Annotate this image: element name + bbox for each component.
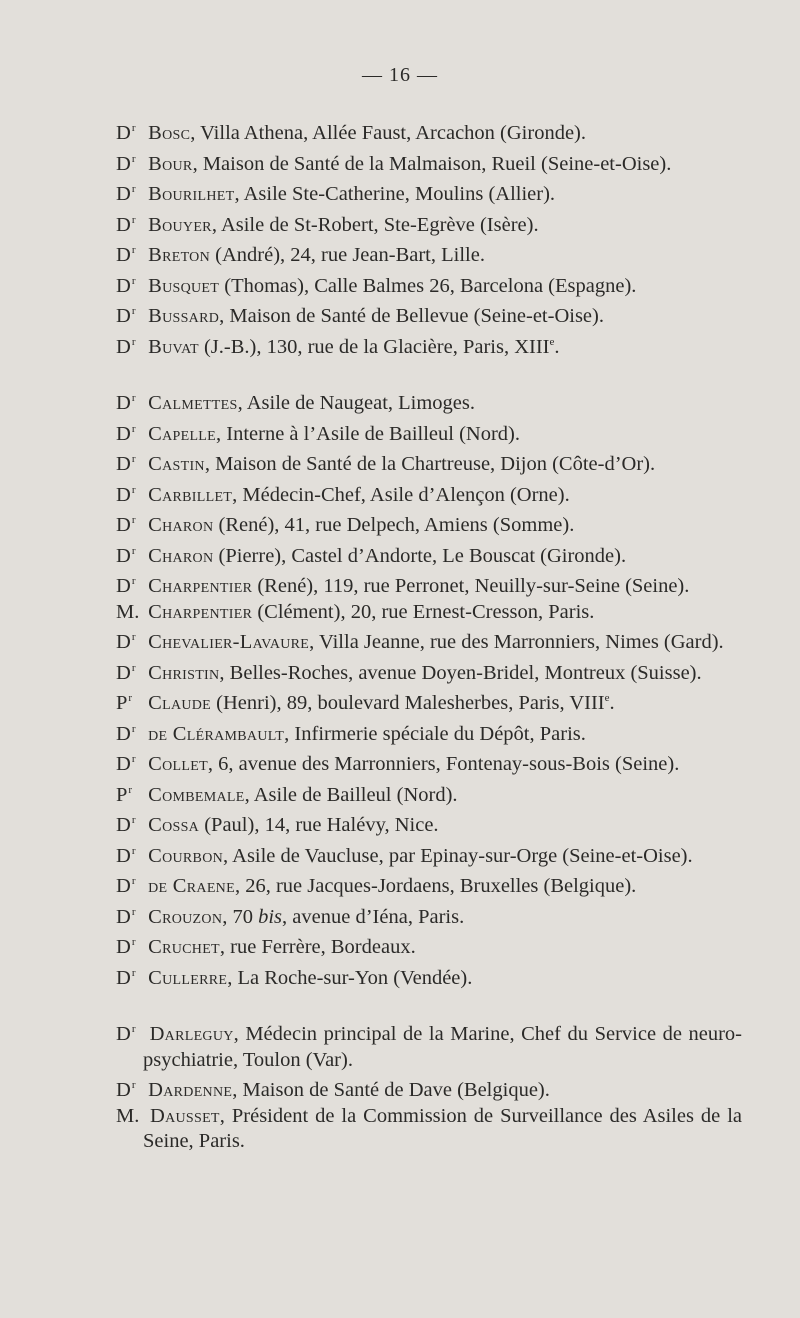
directory-entry xyxy=(116,961,742,992)
entry-title-prefix: D xyxy=(116,966,131,989)
entry-title-prefix: D xyxy=(116,422,131,445)
directory-entry xyxy=(116,569,742,600)
entry-title xyxy=(116,656,143,687)
entry-title-superscript: r xyxy=(131,244,136,256)
directory-entry xyxy=(116,686,742,717)
entry-title xyxy=(116,778,143,809)
entry-title xyxy=(116,900,143,931)
entry-address: (René), 119, rue Perronet, Neuilly-sur-Seine (Seine). xyxy=(252,575,690,597)
entry-title-superscript: r xyxy=(131,575,136,587)
entry-title-superscript: r xyxy=(131,661,136,674)
entry-title xyxy=(116,208,143,239)
entry-title-superscript: r xyxy=(131,335,136,348)
entry-address: , Belles-Roches, avenue Doyen-Bridel, Montreux (Suisse). xyxy=(219,661,702,684)
entry-name: Collet xyxy=(148,753,208,775)
directory-entry xyxy=(116,747,742,778)
entry-title-prefix: D xyxy=(116,183,131,205)
entry-title xyxy=(116,808,143,839)
directory-entry xyxy=(116,238,742,269)
entry-title xyxy=(116,600,143,626)
entry-address: , Maison de Santé de Dave (Belgique). xyxy=(232,1079,550,1101)
entry-address: (J.-B.), 130, rue de la Glacière, Paris, XIII xyxy=(198,335,550,358)
entry-name: Calmettes xyxy=(148,392,238,414)
entry-name: Bourilhet xyxy=(148,183,235,205)
entry-name: Castin xyxy=(148,453,205,475)
entry-title-superscript: r xyxy=(131,936,136,948)
entry-address: , Asile de Vaucluse, par Epinay-sur-Orge (Seine-et-Oise). xyxy=(223,844,693,867)
entry-title-superscript: r xyxy=(131,631,136,643)
entry-address: , 26, rue Jacques-Jordaens, Bruxelles (Belgique). xyxy=(234,875,637,897)
entry-name: Busquet xyxy=(148,274,220,297)
entry-name: Bussard xyxy=(148,305,220,327)
entry-title xyxy=(116,961,143,992)
entry-title-superscript: r xyxy=(131,544,136,557)
entry-name: Cullerre xyxy=(148,966,228,989)
entry-name: Christin xyxy=(148,661,220,684)
entry-title-prefix: D xyxy=(116,305,131,327)
entry-name: Chevalier-Lavaure xyxy=(148,631,310,653)
entry-title-superscript: r xyxy=(128,692,133,704)
entry-title-prefix: D xyxy=(116,213,131,236)
entry-title xyxy=(116,147,143,178)
entry-title-prefix: D xyxy=(116,753,131,775)
entry-title-prefix: P xyxy=(116,783,128,806)
entry-title xyxy=(116,238,143,269)
entry-name: Buvat xyxy=(148,335,199,358)
entry-title-prefix: D xyxy=(116,1079,131,1101)
entry-title xyxy=(116,269,143,300)
entry-title-prefix: D xyxy=(116,544,131,567)
entry-title-superscript: r xyxy=(131,1079,136,1091)
entry-title xyxy=(116,839,143,870)
entry-address: (Thomas), Calle Balmes 26, Barcelona (Espagne). xyxy=(219,274,637,297)
entry-title-superscript: r xyxy=(131,213,136,226)
entry-suffix: . xyxy=(609,692,615,714)
entry-title xyxy=(116,299,143,330)
entry-name: Capelle xyxy=(148,422,217,445)
directory-entry xyxy=(116,147,742,178)
directory-entry xyxy=(116,1017,742,1073)
entry-title-prefix: D xyxy=(116,152,131,175)
entry-address: (Henri), 89, boulevard Malesherbes, Paris, VIII xyxy=(211,692,605,714)
entry-title xyxy=(116,717,143,748)
entry-name: Claude xyxy=(148,692,212,714)
entry-title-superscript: r xyxy=(131,483,136,496)
directory-entry xyxy=(116,478,742,509)
entry-title xyxy=(116,869,143,900)
entry-address: , La Roche-sur-Yon (Vendée). xyxy=(227,966,473,989)
entry-title-superscript: r xyxy=(131,722,136,735)
directory-entry xyxy=(116,177,742,208)
entry-name: Breton xyxy=(148,244,211,266)
entry-address: , Maison de Santé de la Chartreuse, Dijon (Côte-d’Or). xyxy=(204,453,656,475)
entry-address: , Infirmerie spéciale du Dépôt, Paris. xyxy=(284,722,586,745)
directory-entry xyxy=(116,808,742,839)
entry-title xyxy=(116,1017,143,1048)
entry-address: (Paul), 14, rue Halévy, Nice. xyxy=(199,814,439,836)
entry-title-superscript: r xyxy=(131,753,136,765)
directory-entry xyxy=(116,269,742,300)
directory-entry xyxy=(116,625,742,656)
entry-title-prefix: D xyxy=(116,631,131,653)
entry-name: Charon xyxy=(148,544,214,567)
entry-name: Bouyer xyxy=(148,213,212,236)
directory-entry xyxy=(116,1104,742,1155)
directory-entry xyxy=(116,717,742,748)
directory-list xyxy=(116,116,742,1155)
entry-title-superscript: r xyxy=(131,844,136,857)
directory-entry xyxy=(116,1073,742,1104)
entry-address: (René), 41, rue Delpech, Amiens (Somme). xyxy=(213,514,575,536)
entry-title-prefix: D xyxy=(116,814,131,836)
entry-title-prefix: D xyxy=(116,514,131,536)
entry-name: de Craene xyxy=(148,875,235,897)
directory-entry xyxy=(116,539,742,570)
entry-name: Dausset xyxy=(149,1104,220,1127)
entry-name: Courbon xyxy=(148,844,224,867)
entry-title-superscript: r xyxy=(131,514,136,526)
entry-italic: bis xyxy=(258,905,283,928)
entry-address: (André), 24, rue Jean-Bart, Lille. xyxy=(210,244,485,266)
entry-title-prefix: D xyxy=(116,274,131,297)
entry-name: Bour xyxy=(148,152,193,175)
entry-title xyxy=(116,177,143,208)
entry-title-prefix: D xyxy=(116,905,131,928)
entry-address: (Pierre), Castel d’Andorte, Le Bouscat (Gironde). xyxy=(213,544,627,567)
entry-name: de Clérambault xyxy=(148,722,285,745)
entry-name: Charpentier xyxy=(148,575,253,597)
entry-title xyxy=(116,539,143,570)
directory-entry xyxy=(116,208,742,239)
entry-title-prefix: D xyxy=(116,122,131,144)
entry-address: , rue Ferrère, Bordeaux. xyxy=(219,936,416,958)
entry-title xyxy=(116,447,143,478)
directory-entry xyxy=(116,447,742,478)
entry-name: Cossa xyxy=(148,814,200,836)
entry-title-prefix: D xyxy=(116,936,131,958)
entry-address: , 6, avenue des Marronniers, Fontenay-sous-Bois (Seine). xyxy=(207,753,680,775)
entry-title-superscript: r xyxy=(131,152,136,165)
entry-address: (Clément), 20, rue Ernest-Cresson, Paris. xyxy=(252,600,595,623)
entry-title-prefix: M. xyxy=(116,1104,140,1127)
entry-address: , Villa Jeanne, rue des Marronniers, Nimes (Gard). xyxy=(309,631,724,653)
entry-title xyxy=(116,930,143,961)
entry-title xyxy=(116,478,143,509)
entry-address: , Maison de Santé de la Malmaison, Rueil (Seine-et-Oise). xyxy=(192,152,672,175)
entry-address: , 70 xyxy=(222,905,259,928)
entry-title-superscript: r xyxy=(131,1023,136,1035)
entry-address: , Asile Ste-Catherine, Moulins (Allier). xyxy=(234,183,556,205)
directory-entry xyxy=(116,116,742,147)
entry-title xyxy=(116,508,143,539)
entry-title xyxy=(116,747,143,778)
directory-entry xyxy=(116,386,742,417)
entry-address: , Président de la Commission de Surveillance des Asiles de la Seine, Paris. xyxy=(143,1104,743,1152)
directory-entry xyxy=(116,600,742,626)
entry-name: Carbillet xyxy=(148,483,233,506)
page-number: — 16 — xyxy=(362,64,438,86)
entry-address: , Médecin principal de la Marine, Chef du Service de neuro-psychiatrie, Toulon (Var). xyxy=(143,1023,743,1071)
entry-title-superscript: r xyxy=(131,183,136,195)
entry-name: Charpentier xyxy=(148,600,253,623)
entry-title-superscript: r xyxy=(131,122,136,134)
directory-entry xyxy=(116,299,742,330)
directory-entry xyxy=(116,869,742,900)
entry-title-superscript: r xyxy=(131,305,136,317)
entry-title-superscript: r xyxy=(131,453,136,465)
entry-title xyxy=(116,330,143,361)
entry-title-prefix: D xyxy=(116,722,131,745)
entry-address: , Asile de Naugeat, Limoges. xyxy=(237,392,476,414)
entry-address: , Maison de Santé de Bellevue (Seine-et-Oise). xyxy=(219,305,604,327)
directory-entry xyxy=(116,930,742,961)
directory-entry xyxy=(116,778,742,809)
entry-title xyxy=(116,569,143,600)
entry-title-superscript: r xyxy=(131,814,136,826)
entry-title-prefix: D xyxy=(116,575,131,597)
entry-title-prefix: D xyxy=(116,453,131,475)
entry-address: , Médecin-Chef, Asile d’Alençon (Orne). xyxy=(232,483,570,506)
entry-address: , Asile de St-Robert, Ste-Egrève (Isère). xyxy=(211,213,539,236)
entry-title-prefix: D xyxy=(116,844,131,867)
entry-name: Darleguy xyxy=(149,1023,234,1045)
entry-title-superscript: r xyxy=(131,875,136,887)
entry-title-superscript: r xyxy=(131,966,136,979)
entry-address-cont: , avenue d’Iéna, Paris. xyxy=(282,905,465,928)
entry-title-prefix: D xyxy=(116,392,131,414)
directory-entry xyxy=(116,417,742,448)
entry-title xyxy=(116,625,143,656)
entry-address: , Interne à l’Asile de Bailleul (Nord). xyxy=(216,422,520,445)
entry-title xyxy=(116,417,143,448)
entry-title-prefix: D xyxy=(116,875,131,897)
ordinal-superscript: e xyxy=(549,335,555,348)
entry-title-prefix: D xyxy=(116,1023,131,1045)
entry-title xyxy=(116,686,143,717)
entry-name: Bosc xyxy=(148,122,191,144)
entry-title-superscript: r xyxy=(131,422,136,435)
entry-title-superscript: r xyxy=(131,905,136,918)
entry-title xyxy=(116,116,143,147)
entry-suffix: . xyxy=(554,335,560,358)
entry-title-prefix: D xyxy=(116,661,131,684)
entry-title-superscript: r xyxy=(131,392,136,404)
directory-entry xyxy=(116,839,742,870)
entry-title-prefix: M. xyxy=(116,600,140,623)
entry-title-superscript: r xyxy=(128,783,133,796)
entry-title xyxy=(116,1104,143,1130)
directory-entry xyxy=(116,900,742,931)
directory-entry xyxy=(116,330,742,361)
entry-name: Crouzon xyxy=(148,905,223,928)
directory-entry xyxy=(116,656,742,687)
entry-address: , Villa Athena, Allée Faust, Arcachon (Gironde). xyxy=(190,122,587,144)
ordinal-superscript: e xyxy=(604,692,610,704)
entry-title-superscript: r xyxy=(131,274,136,287)
entry-title xyxy=(116,386,143,417)
entry-title-prefix: D xyxy=(116,483,131,506)
entry-name: Cruchet xyxy=(148,936,220,958)
entry-title xyxy=(116,1073,143,1104)
entry-title-prefix: D xyxy=(116,244,131,266)
entry-name: Dardenne xyxy=(148,1079,233,1101)
entry-name: Charon xyxy=(148,514,214,536)
entry-name: Combemale xyxy=(148,783,245,806)
entry-address: , Asile de Bailleul (Nord). xyxy=(244,783,458,806)
entry-title-prefix: P xyxy=(116,692,128,714)
entry-title-prefix: D xyxy=(116,335,131,358)
directory-entry xyxy=(116,508,742,539)
